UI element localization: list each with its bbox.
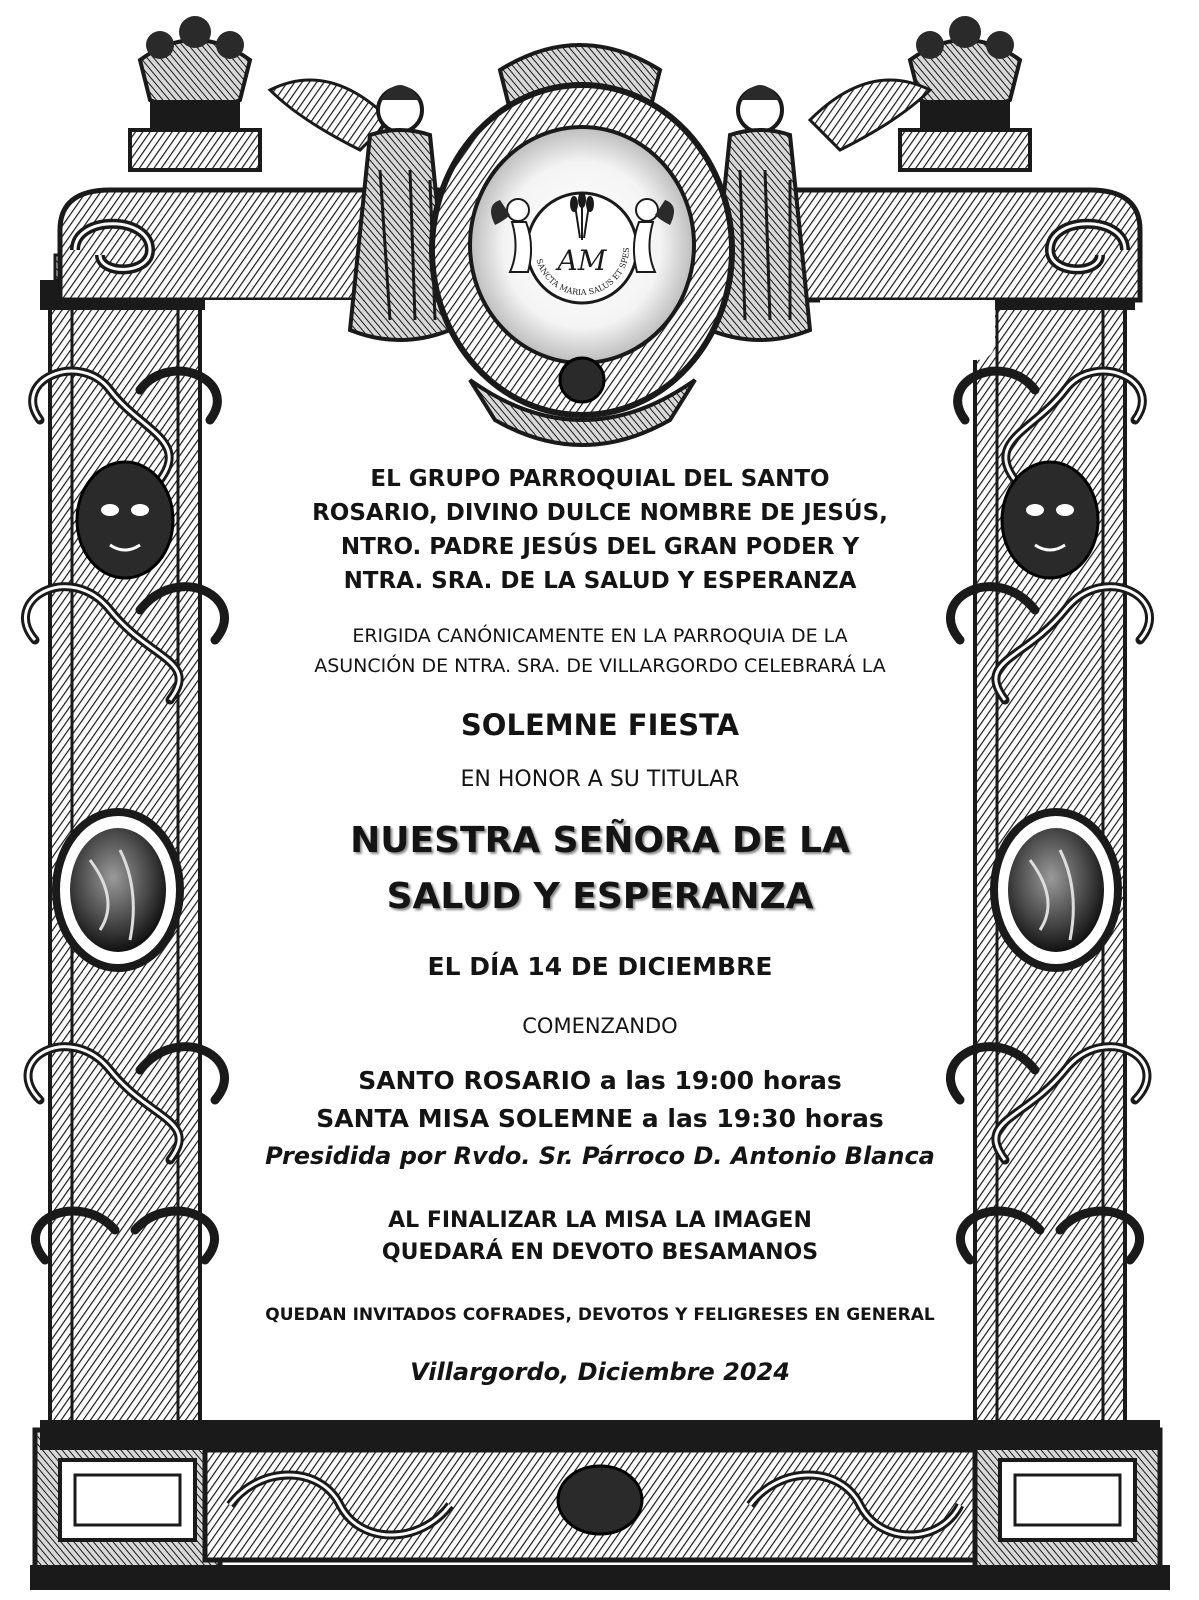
schedule-rosario-name: SANTO ROSARIO: [358, 1066, 592, 1095]
presided-by: Presidida por Rvdo. Sr. Párroco D. Antonio Blanca: [265, 1142, 935, 1170]
comenzando-label: COMENZANDO: [522, 1014, 678, 1038]
schedule-rosario-time: a las 19:00 horas: [599, 1066, 842, 1095]
intro-line-3: NTRO. PADRE JESÚS DEL GRAN PODER Y: [340, 534, 860, 560]
intro-line-4: NTRA. SRA. DE LA SALUD Y ESPERANZA: [343, 568, 857, 594]
event-title: SOLEMNE FIESTA: [460, 708, 740, 742]
erigida-line-1: ERIGIDA CANÓNICAMENTE EN LA PARROQUIA DE LA: [352, 625, 848, 647]
schedule-misa-name: SANTA MISA SOLEMNE: [316, 1104, 634, 1133]
titular-line-1: NUESTRA SEÑORA DE LA: [350, 820, 850, 861]
cherub-left-icon: [491, 199, 531, 272]
titular-line-2: SALUD Y ESPERANZA: [386, 876, 814, 917]
monogram: AM: [557, 244, 607, 277]
schedule-misa: [200, 1104, 1000, 1133]
brotherhood-emblem: [480, 180, 685, 310]
intro-line-2: ROSARIO, DIVINO DULCE NOMBRE DE JESÚS,: [312, 500, 888, 526]
event-date: EL DÍA 14 DE DICIEMBRE: [427, 952, 773, 981]
schedule-misa-time: a las 19:30 horas: [641, 1104, 884, 1133]
besamanos-line-2: QUEDARÁ EN DEVOTO BESAMANOS: [381, 1240, 819, 1265]
seal-text: SANCTA MARIA SALUS ET SPES: [534, 247, 632, 298]
cherub-right-icon: [634, 199, 674, 272]
signature-line: Villargordo, Diciembre 2024: [410, 1358, 790, 1386]
intro-line-1: EL GRUPO PARROQUIAL DEL SANTO: [370, 466, 830, 492]
besamanos-line-1: AL FINALIZAR LA MISA LA IMAGEN: [388, 1208, 812, 1233]
left-column: [25, 255, 224, 1570]
invitation-line: QUEDAN INVITADOS COFRADES, DEVOTOS Y FELIGRESES EN GENERAL: [265, 1305, 935, 1325]
erigida-line-2: ASUNCIÓN DE NTRA. SRA. DE VILLARGORDO CELEBRARÁ LA: [314, 655, 886, 677]
left-vase: [130, 16, 260, 170]
schedule-rosario: [200, 1066, 1000, 1095]
honor-line: EN HONOR A SU TITULAR: [460, 767, 740, 792]
